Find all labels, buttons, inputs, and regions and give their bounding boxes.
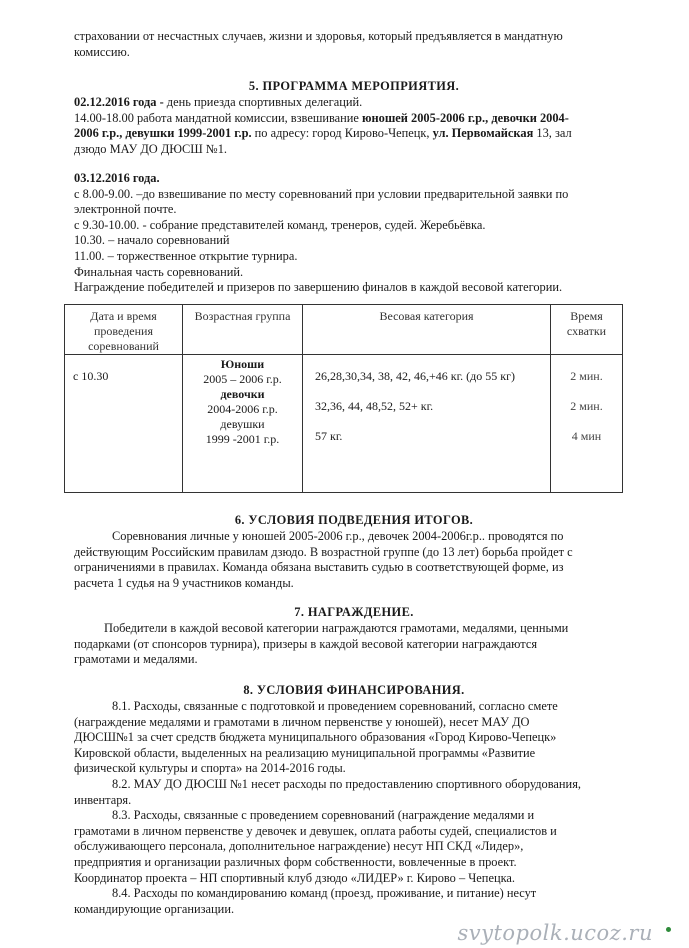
text-span: юношей 2005-2006 г.р., девочки 2004-	[362, 110, 569, 125]
weight-list: 26,28,30,34, 38, 42, 46,+46 кг. (до 55 кг)	[315, 369, 516, 383]
text-line: Финальная часть соревнований.	[74, 264, 244, 279]
text-line: 10.30. – начало соревнований	[74, 233, 230, 248]
day1-text: день приезда спортивных делегаций.	[163, 95, 363, 109]
group-years: 1999 -2001 г.р.	[205, 432, 280, 446]
text-line: 8.4. Расходы по командированию команд (проезд, проживание, и питание) несут	[112, 886, 537, 901]
text-line: грамотами в личном первенстве у девочек и девушек, оплата работы судей, специалистов и	[74, 823, 557, 838]
text-line: Соревнования личные у юношей 2005-2006 г.р., девочек 2004-2006г.р.. проводятся по	[112, 529, 564, 543]
weight-list: 57 кг.	[315, 429, 343, 443]
group-title: девочки	[220, 387, 265, 401]
text-line: физической культуры и спорта» на 2014-2016 годы.	[74, 761, 346, 776]
text-span: 14.00-18.00 работа мандатной комиссии, взвешивание	[74, 110, 363, 125]
text-line: Координатор проекта – НП спортивный клуб дзюдо «ЛИДЕР» г. Кирово – Чепецка.	[74, 870, 516, 885]
green-dot-icon	[666, 927, 671, 932]
schedule-table	[64, 304, 623, 493]
table-header-row	[65, 305, 623, 355]
header-group: Возрастная группа	[183, 305, 303, 355]
text-span: ул. Первомайская	[432, 126, 534, 141]
text-line: 8.3. Расходы, связанные с проведением соревнований (награждение медалями и	[112, 808, 535, 823]
site-watermark: svytopolk.ucoz.ru	[457, 921, 653, 946]
text-line: грамотами и медалями.	[74, 652, 198, 667]
text-line: электронной почте.	[74, 202, 177, 217]
group-cell	[183, 355, 303, 493]
group-title: Юноши	[220, 357, 265, 371]
time-cell	[551, 355, 623, 493]
bout-time: 2 мин.	[570, 399, 603, 413]
text-line: командирующие организации.	[74, 901, 235, 916]
text-line: ДЮСШ№1 за счет средств бюджета муниципального образования «Город Кирово-Чепецк»	[74, 730, 557, 745]
section-7-body	[74, 621, 634, 668]
start-time-cell	[65, 355, 183, 493]
text-line: действующим Российским правилам дзюдо. В возрастной группе (до 13 лет) борьба пройдет с	[74, 544, 573, 559]
text-span: 2006 г.р., девушки 1999-2001 г.р.	[74, 126, 252, 141]
text-line	[74, 111, 634, 127]
text-line: Кировской области, выделенных на реализацию муниципальной программы «Развитие	[74, 745, 536, 760]
bout-time: 4 мин	[571, 429, 602, 443]
text-line: комиссию.	[74, 44, 130, 59]
text-span: 13, зал	[533, 126, 572, 141]
start-time: с 10.30	[73, 369, 109, 383]
intro-paragraph	[74, 29, 634, 60]
text-line: подарками (от спонсоров турнира), призеры в каждой весовой категории награждаются	[74, 636, 538, 651]
weight-cell	[303, 355, 551, 493]
section-5-heading: 5. ПРОГРАММА МЕРОПРИЯТИЯ.	[248, 79, 460, 93]
header-time: Время схватки	[551, 305, 623, 355]
day1-date: 02.12.2016 года -	[74, 95, 164, 109]
group-title: девушки	[220, 417, 265, 431]
text-line: обслуживающего персонала, дополнительное награждение) несут НП СКД «Лидер»,	[74, 839, 524, 854]
text-line: инвентаря.	[74, 792, 132, 807]
text-line: дзюдо МАУ ДО ДЮСШ №1.	[74, 141, 227, 156]
text-line: предприятия и организации различных форм собственности, вовлеченные в проект.	[74, 854, 517, 869]
section-6-heading: 6. УСЛОВИЯ ПОДВЕДЕНИЯ ИТОГОВ.	[234, 513, 474, 527]
text-span: по адресу: город Кирово-Чепецк,	[251, 126, 433, 141]
section-8-body	[74, 699, 634, 917]
section-8-heading: 8. УСЛОВИЯ ФИНАНСИРОВАНИЯ.	[243, 683, 465, 697]
day2-block	[74, 171, 634, 296]
text-line: с 9.30-10.00. - собрание представителей команд, тренеров, судей. Жеребьёвка.	[74, 217, 486, 232]
text-line	[74, 95, 634, 111]
text-line: страховании от несчастных случаев, жизни и здоровья, который предъявляется в мандатную	[74, 29, 563, 43]
text-line: (награждение медалями и грамотами в личном первенстве у юношей), несет МАУ ДО	[74, 714, 530, 729]
text-line: 8.1. Расходы, связанные с подготовкой и проведением соревнований, согласно смете	[112, 699, 558, 713]
text-line: Победители в каждой весовой категории награждаются грамотами, медалями, ценными	[104, 621, 569, 635]
text-line: Награждение победителей и призеров по завершению финалов в каждой весовой категории.	[74, 280, 563, 295]
text-line: расчета 1 судья на 9 участников команды.	[74, 575, 294, 590]
day2-date: 03.12.2016 года.	[74, 171, 160, 185]
table-row	[65, 355, 623, 493]
group-years: 2004-2006 г.р.	[207, 402, 278, 416]
text-line: с 8.00-9.00. –до взвешивание по месту соревнований при условии предварительной заявки по	[74, 186, 569, 201]
weight-list: 32,36, 44, 48,52, 52+ кг.	[315, 399, 434, 413]
header-date: Дата и время проведения соревнований	[65, 305, 183, 355]
group-years: 2005 – 2006 г.р.	[203, 372, 282, 386]
section-6-body	[74, 529, 634, 591]
bout-time: 2 мин.	[570, 369, 603, 383]
text-line: 11.00. – торжественное открытие турнира.	[74, 248, 298, 263]
day1-block	[74, 95, 634, 157]
text-line	[74, 126, 634, 142]
header-weight: Весовая категория	[303, 305, 551, 355]
section-7-heading: 7. НАГРАЖДЕНИЕ.	[294, 605, 414, 619]
text-line: ограничениями в правилах. Команда обязана выставить судью в соответствующей форме, из	[74, 560, 564, 575]
text-line: 8.2. МАУ ДО ДЮСШ №1 несет расходы по предоставлению спортивного оборудования,	[112, 776, 581, 791]
